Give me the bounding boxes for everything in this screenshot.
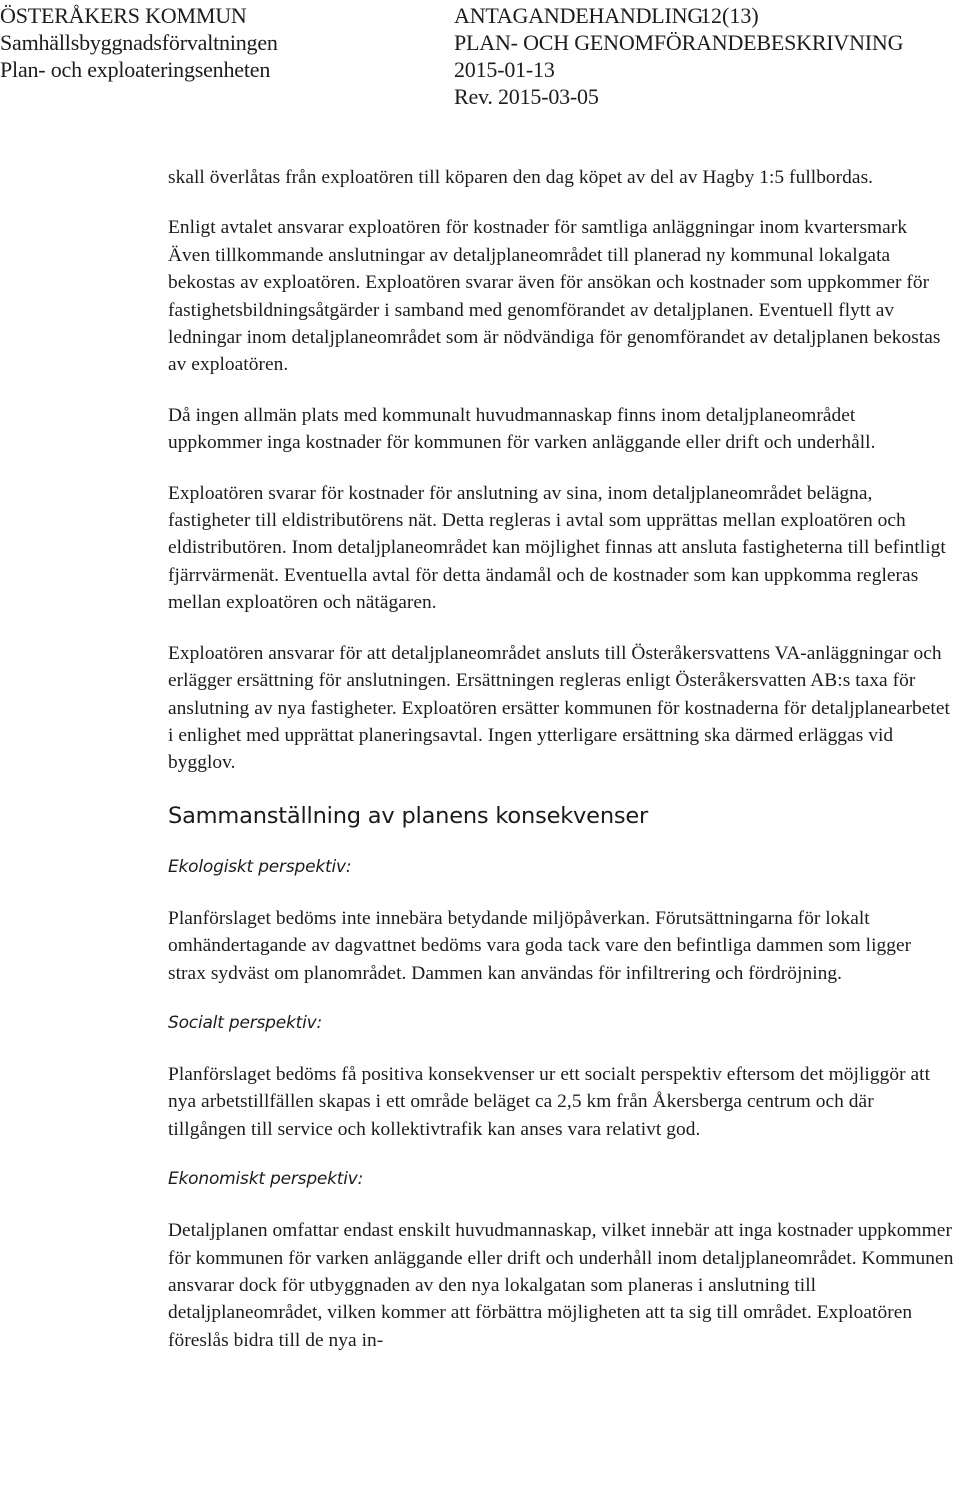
paragraph-agreement-costs: Enligt avtalet ansvarar exploatören för kostnader för samtliga anläggningar inom kvartersmark Även tillkommande anslutningar av detaljplaneområdet till planerad ny kommunal lokalgata bekostas av exploatören. Exploatören svarar även för ansökan och kostnader som uppkommer för fastighetsbildningsåtgärder i samband med genomförandet av detaljplanen. Eventuell flytt av ledningar inom detaljplaneområdet som är nödvändiga för genomförandet av detaljplanen bekostas av exploatören. [168, 217, 941, 376]
paragraph-no-public-space: Då ingen allmän plats med kommunalt huvudmannaskap finns inom detaljplaneområdet uppkommer inga kostnader för kommunen för varken anläggande eller drift och underhåll. [168, 404, 876, 454]
subheading-economic: Ekonomiskt perspektiv: [168, 1169, 364, 1190]
header-right [454, 2, 954, 110]
paragraph-ecological: Planförslaget bedöms inte innebära betydande miljöpåverkan. Förutsättningarna för lokalt omhändertagande av dagvattnet bedöms vara goda tack vare den befintliga dammen som ligger strax sydväst om planområdet. Dammen kan användas för infiltrering och fördröjning. [168, 907, 912, 984]
paragraph-transfer: skall överlåtas från exploatören till köparen den dag köpet av del av Hagby 1:5 fullbordas. [168, 167, 874, 188]
document-date: 2015-01-13 [454, 57, 555, 82]
document-body [168, 164, 954, 1377]
paragraph-electricity: Exploatören svarar för kostnader för anslutning av sina, inom detaljplaneområdet belägna, fastigheter till eldistributörens nät. Detta regleras i avtal som upprättas mellan exploatören och eldistributören. Inom detaljplaneområdet kan möjlighet finnas att ansluta fastigheterna till befintligt fjärrvärmenät. Eventuella avtal för detta ändamål och de kostnader som kan uppkomma regleras mellan exploatören och nätägaren. [168, 482, 946, 614]
revision-date: Rev. 2015-03-05 [454, 84, 599, 109]
paragraph-social: Planförslaget bedöms få positiva konsekvenser ur ett socialt perspektiv eftersom det möjliggör att nya arbetstillfällen skapas i ett område beläget ca 2,5 km från Åkersberga centrum och där tillgången till service och kollektivtrafik kan anses vara relativt god. [168, 1063, 931, 1140]
document-title: PLAN- OCH GENOMFÖRANDEBESKRIVNING [454, 30, 904, 55]
organization-name: ÖSTERÅKERS KOMMUN [0, 3, 247, 28]
page-number: 12(13) [700, 3, 759, 28]
department-name: Samhällsbyggnadsförvaltningen [0, 30, 278, 55]
paragraph-economic: Detaljplanen omfattar endast enskilt huvudmannaskap, vilket innebär att inga kostnader uppkommer för kommunen för varken anläggande eller drift och underhåll inom detaljplaneområdet. Kommunen ansvarar dock för utbyggnaden av den nya lokalgatan som planeras i anslutning till detaljplaneområdet, vilken kommer att förbättra möjligheten att ta sig till området. Exploatören föreslås bidra till de nya in- [168, 1220, 954, 1351]
subheading-social: Socialt perspektiv: [168, 1012, 323, 1033]
document-status-label: ANTAGANDEHANDLING [454, 3, 704, 28]
unit-name: Plan- och exploateringsenheten [0, 57, 271, 82]
paragraph-water-sewer: Exploatören ansvarar för att detaljplaneområdet ansluts till Österåkersvattens VA-anläggningar och erlägger ersättning för anslutningen. Ersättningen regleras enligt Österåkersvatten AB:s taxa för anslutning av nya fastigheter. Exploatören ersätter kommunen för kostnaderna för detaljplanearbetet i enlighet med upprättat planeringsavtal. Ingen ytterligare ersättning ska därmed erläggas vid bygglov. [168, 642, 950, 774]
document-header [0, 2, 960, 120]
section-heading-consequences: Sammanställning av planens konsekvenser [168, 802, 649, 829]
header-left [0, 2, 440, 83]
subheading-ecological: Ekologiskt perspektiv: [168, 856, 352, 877]
